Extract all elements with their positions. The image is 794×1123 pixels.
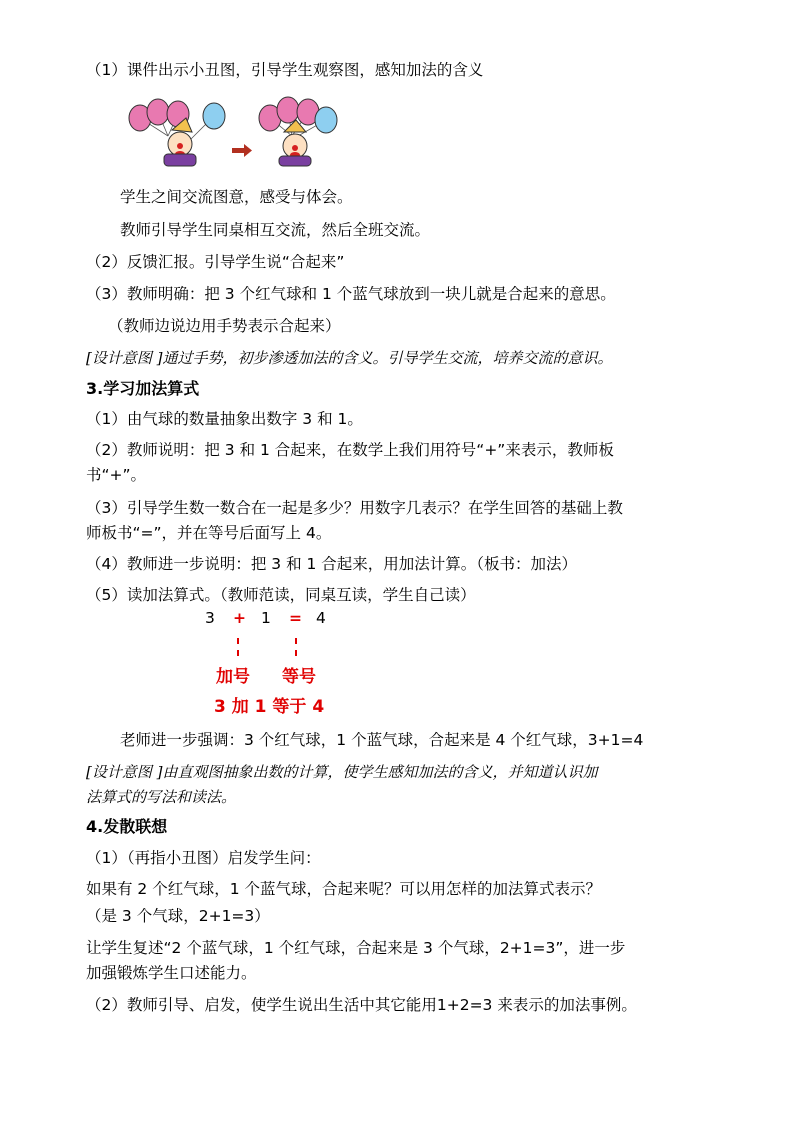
para-10: （4）教师进一步说明：把 3 和 1 合起来，用加法计算。（板书：加法） [86, 555, 578, 573]
design-intent-1: [设计意图 ]通过手势，初步渗透加法的含义。引导学生交流，培养交流的意识。 [86, 349, 613, 367]
equation-number-4: 4 [316, 609, 326, 627]
para-11: （5）读加法算式。（教师范读，同桌互读，学生自己读） [86, 586, 476, 604]
para-1: （1）课件出示小丑图，引导学生观察图，感知加法的含义 [86, 61, 484, 79]
equation-reading: 3 加 1 等于 4 [214, 697, 325, 717]
equals-pointer-line [295, 638, 297, 656]
para-2: 学生之间交流图意，感受与体会。 [120, 188, 353, 206]
clown-balloon-illustration [120, 96, 350, 168]
equals-sign: = [289, 609, 302, 627]
para-14: 如果有 2 个红气球，1 个蓝气球，合起来呢？可以用怎样的加法算式表示？ [86, 880, 602, 898]
plus-label: 加号 [216, 667, 250, 687]
para-7: （1）由气球的数量抽象出数字 3 和 1。 [86, 410, 363, 428]
para-9: （3）引导学生数一数合在一起是多少？用数字几表示？在学生回答的基础上教 [86, 499, 623, 517]
para-15: （是 3 个气球，2+1=3） [86, 907, 270, 925]
plus-sign: + [233, 609, 246, 627]
clown-left [164, 118, 196, 166]
para-5: （3）教师明确：把 3 个红气球和 1 个蓝气球放到一块儿就是合起来的意思。 [86, 285, 616, 303]
para-3: 教师引导学生同桌相互交流，然后全班交流。 [120, 221, 431, 239]
plus-pointer-line [237, 638, 239, 656]
design-intent-2: [设计意图 ]由直观图抽象出数的计算，使学生感知加法的含义，并知道认识加 [86, 763, 598, 781]
equals-label: 等号 [282, 667, 316, 687]
para-16: 让学生复述“2 个蓝气球，1 个红气球，合起来是 3 个气球，2+1=3”，进一步 [86, 939, 626, 957]
design-intent-2-cont: 法算式的写法和读法。 [86, 788, 237, 806]
clown-right [279, 120, 311, 166]
para-9-cont: 师板书“=”，并在等号后面写上 4。 [86, 524, 332, 542]
para-6: （教师边说边用手势表示合起来） [108, 317, 341, 335]
para-8: （2）教师说明：把 3 和 1 合起来，在数学上我们用符号“+”来表示，教师板 [86, 441, 614, 459]
para-12: 老师进一步强调：3 个红气球，1 个蓝气球，合起来是 4 个红气球，3+1=4 [120, 731, 644, 749]
equation-number-3: 3 [205, 609, 215, 627]
para-4: （2）反馈汇报。引导学生说“合起来” [86, 253, 345, 271]
para-17: （2）教师引导、启发，使学生说出生活中其它能用1+2=3 来表示的加法事例。 [86, 996, 637, 1014]
para-8-cont: 书“+”。 [86, 466, 147, 484]
arrow-icon [232, 144, 252, 157]
section-heading-4: 4.发散联想 [86, 817, 168, 836]
section-heading-3: 3.学习加法算式 [86, 379, 200, 398]
para-16-cont: 加强锻炼学生口述能力。 [86, 964, 257, 982]
equation-number-1: 1 [261, 609, 271, 627]
para-13: （1）（再指小丑图）启发学生问： [86, 849, 321, 867]
